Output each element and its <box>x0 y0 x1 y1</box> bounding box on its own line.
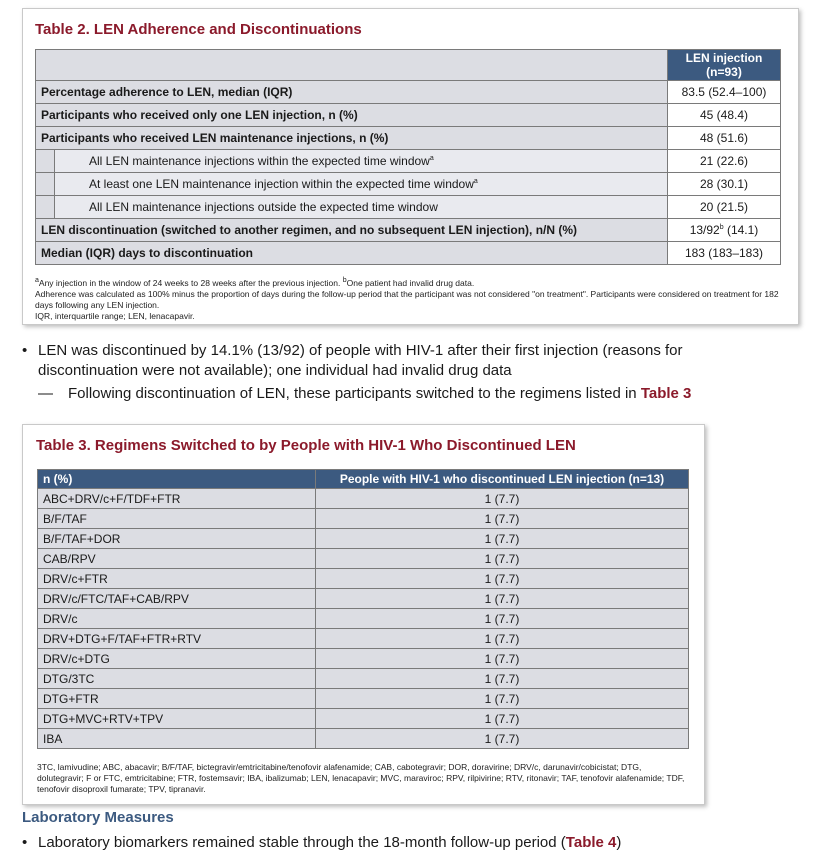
count-cell: 1 (7.7) <box>316 509 689 529</box>
count-cell: 1 (7.7) <box>316 669 689 689</box>
table2 <box>35 49 781 265</box>
count-cell: 1 (7.7) <box>316 489 689 509</box>
table-row <box>38 729 689 749</box>
table2-row-label: Participants who received only one LEN injection, n (%) <box>36 104 668 127</box>
regimen-cell: B/F/TAF+DOR <box>38 529 316 549</box>
section-heading-laboratory: Laboratory Measures <box>22 809 174 826</box>
regimen-cell: IBA <box>38 729 316 749</box>
table2-footnote-adherence: Adherence was calculated as 100% minus the proportion of days during the follow-up period that the participant was not considered "on treatment". Participants were considered on treatment for 182 days following any LEN injection. <box>35 288 779 310</box>
table2-panel <box>22 8 799 325</box>
bullet-text: Laboratory biomarkers remained stable through the 18-month follow-up period (Table 4) <box>38 834 622 851</box>
bullet-text: Following discontinuation of LEN, these participants switched to the regimens listed in Table 3 <box>68 385 692 402</box>
table-row <box>36 150 781 173</box>
table2-col-header-n: (n=93) <box>706 65 742 79</box>
table-row <box>36 196 781 219</box>
table-row <box>38 549 689 569</box>
table-row <box>38 649 689 669</box>
regimen-cell: DRV/c+DTG <box>38 649 316 669</box>
table2-row-value: 13/92$^b$ (14.1) <box>668 219 781 242</box>
footnote-mark: a <box>473 178 478 185</box>
regimen-cell: B/F/TAF <box>38 509 316 529</box>
table3-col1-header: n (%) <box>38 470 316 489</box>
table-row <box>36 242 781 265</box>
bullet-switched-regimens <box>38 384 798 404</box>
regimen-cell: DRV+DTG+F/TAF+FTR+RTV <box>38 629 316 649</box>
table2-title: Table 2. LEN Adherence and Discontinuations <box>35 21 362 38</box>
table2-row-label: Percentage adherence to LEN, median (IQR) <box>36 81 668 104</box>
table2-header-row <box>36 50 781 81</box>
table2-header-blank <box>36 50 668 81</box>
table2-indent-cell <box>36 173 55 196</box>
regimen-cell: DRV/c+FTR <box>38 569 316 589</box>
count-cell: 1 (7.7) <box>316 689 689 709</box>
table3 <box>37 469 689 749</box>
bullet-lab-biomarkers <box>22 833 782 853</box>
count-cell: 1 (7.7) <box>316 729 689 749</box>
table2-indent-cell <box>36 150 55 173</box>
table-row <box>38 669 689 689</box>
table-row <box>36 81 781 104</box>
regimen-cell: ABC+DRV/c+F/TDF+FTR <box>38 489 316 509</box>
table-row <box>38 529 689 549</box>
table2-footnote-ab: $^a$Any injection in the window of 24 weeks to 28 weeks after the previous injection. $^b$One patient had invalid drug data. <box>35 277 475 288</box>
count-cell: 1 (7.7) <box>316 589 689 609</box>
table-row <box>38 629 689 649</box>
table-row <box>38 689 689 709</box>
table-row <box>36 104 781 127</box>
bullet-text: LEN was discontinued by 14.1% (13/92) of people with HIV-1 after their first injection (reasons for discontinuation were not available); one individual had invalid drug data <box>38 342 683 379</box>
table3-title: Table 3. Regimens Switched to by People with HIV-1 Who Discontinued LEN <box>36 437 576 454</box>
table3-header-row <box>38 470 689 489</box>
dash-mark: — <box>38 385 53 402</box>
bullet-mark: • <box>22 342 28 359</box>
table2-row-value: 21 (22.6) <box>668 150 781 173</box>
table2-row-value: 20 (21.5) <box>668 196 781 219</box>
regimen-cell: DTG+MVC+RTV+TPV <box>38 709 316 729</box>
table-row <box>38 609 689 629</box>
count-cell: 1 (7.7) <box>316 709 689 729</box>
table-row <box>38 569 689 589</box>
table4-reference-link[interactable]: Table 4 <box>565 834 617 851</box>
table2-footnotes <box>35 275 785 322</box>
table2-row-value: 83.5 (52.4–100) <box>668 81 781 104</box>
table-row <box>36 173 781 196</box>
count-cell: 1 (7.7) <box>316 649 689 669</box>
table2-row-label: At least one LEN maintenance injection within the expected time window$^a$ <box>55 173 668 196</box>
table3-col2-header: People with HIV-1 who discontinued LEN injection (n=13) <box>316 470 689 489</box>
table2-row-value: 48 (51.6) <box>668 127 781 150</box>
footnote-mark: b <box>719 224 724 231</box>
table-row <box>38 709 689 729</box>
table-row <box>36 127 781 150</box>
table3-reference-link[interactable]: Table 3 <box>640 385 692 402</box>
table2-row-label: All LEN maintenance injections within the expected time window$^a$ <box>55 150 668 173</box>
table2-row-label: Participants who received LEN maintenance injections, n (%) <box>36 127 668 150</box>
regimen-cell: DRV/c/FTC/TAF+CAB/RPV <box>38 589 316 609</box>
table-row <box>38 509 689 529</box>
regimen-cell: DTG/3TC <box>38 669 316 689</box>
table-row <box>36 219 781 242</box>
table2-col-header-label: LEN injection <box>685 51 763 65</box>
bullet-len-discontinued <box>22 341 782 381</box>
table2-row-label: LEN discontinuation (switched to another regimen, and no subsequent LEN injection), n/N (%) <box>36 219 668 242</box>
table2-indent-cell <box>36 196 55 219</box>
table2-row-label: All LEN maintenance injections outside the expected time window <box>55 196 668 219</box>
table-row <box>38 489 689 509</box>
table2-row-label: Median (IQR) days to discontinuation <box>36 242 668 265</box>
count-cell: 1 (7.7) <box>316 569 689 589</box>
table-row <box>38 589 689 609</box>
count-cell: 1 (7.7) <box>316 549 689 569</box>
count-cell: 1 (7.7) <box>316 609 689 629</box>
count-cell: 1 (7.7) <box>316 629 689 649</box>
table2-row-value: 28 (30.1) <box>668 173 781 196</box>
bullet-mark: • <box>22 834 28 851</box>
regimen-cell: DRV/c <box>38 609 316 629</box>
regimen-cell: DTG+FTR <box>38 689 316 709</box>
table2-col-header <box>668 50 781 81</box>
table2-row-value: 45 (48.4) <box>668 104 781 127</box>
footnote-mark: a <box>429 155 434 162</box>
table3-body <box>38 489 689 749</box>
regimen-cell: CAB/RPV <box>38 549 316 569</box>
table3-panel <box>22 424 705 805</box>
count-cell: 1 (7.7) <box>316 529 689 549</box>
table2-footnote-abbrev: IQR, interquartile range; LEN, lenacapavir. <box>35 310 195 321</box>
table3-footnote: 3TC, lamivudine; ABC, abacavir; B/F/TAF, bictegravir/emtricitabine/tenofovir alafenamide; CAB, cabotegravir; DOR, doravirine; DRV/c, darunavir/cobicistat; DTG, dolutegravir; F or FTC, emtricitabine; FTR, fostemsavir; IBA, ibalizumab; LEN, lenacapavir; MVC, maraviroc; RPV, rilpivirine; RTV, ritonavir; TAF, tenofovir alafenamide; TDF, tenofovir disoproxil fumarate; TPV, tipranavir. <box>37 762 685 794</box>
table2-row-value: 183 (183–183) <box>668 242 781 265</box>
